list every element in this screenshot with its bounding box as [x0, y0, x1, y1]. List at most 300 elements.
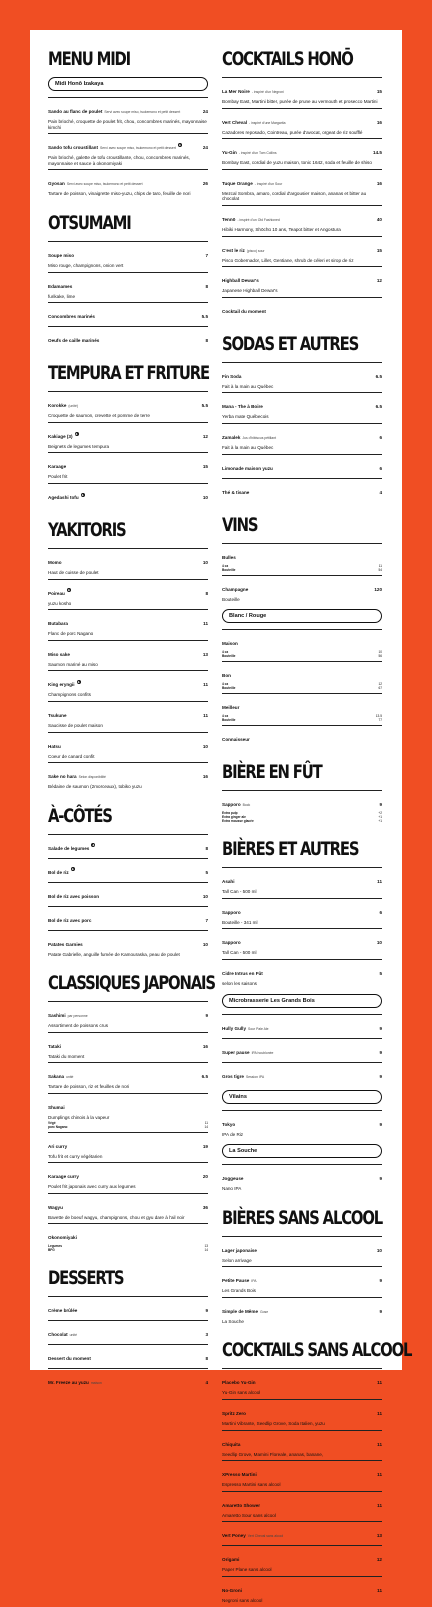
menu-item-row: [222, 80, 382, 98]
item-price: 8: [205, 283, 208, 289]
menu-item-row: [222, 481, 382, 499]
option-price: 13.5: [375, 714, 382, 719]
item-price: 4: [205, 1380, 208, 1386]
menu-section: [222, 763, 382, 826]
option-price: 54: [378, 567, 382, 572]
menu-item: [48, 1368, 208, 1392]
menu-item-heading: [222, 1433, 240, 1451]
menu-item-row: [48, 673, 208, 691]
menu-item-heading: [48, 735, 61, 753]
item-price: 11: [377, 1380, 382, 1386]
menu-item-row: [48, 305, 208, 323]
menu-item-heading: [48, 1096, 65, 1114]
option-label: Extra ginger ale: [222, 815, 246, 820]
menu-item-row: [48, 136, 208, 154]
item-description: Fait à la main au Québec: [222, 383, 274, 389]
item-name: Tsukune: [48, 712, 67, 718]
item-description: Yerba mate Québecois: [222, 414, 269, 420]
item-name: Tennō: [222, 216, 236, 222]
section-title: VINS: [222, 513, 258, 536]
item-name: Sakana: [48, 1074, 65, 1080]
item-price: 16: [376, 119, 382, 125]
menu-item: [48, 483, 208, 507]
menu-item-row: [48, 735, 208, 753]
item-name: Korokke: [48, 403, 67, 409]
item-note: par personne: [67, 1014, 88, 1019]
item-name: Edamames: [48, 283, 73, 289]
menu-item-heading: [222, 1017, 269, 1035]
menu-item-row: [48, 1226, 208, 1244]
menu-item-heading: [222, 664, 231, 682]
item-note: - inspiré d'un Sour: [254, 181, 283, 186]
item-price: 16: [202, 774, 208, 780]
option-label: porc Nagano: [48, 1124, 68, 1129]
item-price: 11: [377, 1411, 382, 1417]
item-note: (unité): [68, 404, 79, 409]
item-description: Bombay East, cordial de yuzu maison, tonic 1642, soda et feuille de shiso: [222, 160, 372, 166]
item-note: - inspiré d'un Old Fashioned: [237, 217, 280, 222]
menu-item: [48, 1320, 208, 1344]
menu-item-row: [48, 1323, 208, 1341]
menu-item-row: [222, 1017, 382, 1035]
item-description: Martini Vibrante, Seedlip Grove, Soda Italien, yuzu: [222, 1421, 325, 1427]
item-description: Poulet frit: [48, 474, 68, 480]
item-name: Butabara: [48, 621, 68, 627]
item-price: 12: [376, 1557, 382, 1563]
menu-item: [222, 898, 382, 929]
item-price: 9: [379, 1121, 382, 1127]
item-name: Bon: [222, 673, 231, 679]
section-title: TEMPURA ET FRITURE: [48, 362, 209, 385]
menu-item: [222, 1164, 382, 1195]
item-price: 13: [376, 1533, 382, 1539]
menu-item: [48, 169, 208, 200]
item-name: Super pause: [222, 1049, 250, 1055]
menu-item: [222, 725, 382, 749]
item-name: Vert Cheval: [222, 119, 248, 125]
menu-item-row: [48, 275, 208, 293]
menu-item-row: [48, 394, 208, 412]
menu-item: [222, 1297, 382, 1328]
menu-item-row: [48, 861, 208, 879]
item-price: 6.5: [375, 404, 382, 410]
menu-item: [48, 302, 208, 326]
menu-item-row: [222, 1113, 382, 1131]
item-note: Gose: [260, 1309, 269, 1314]
menu-item-heading: [222, 1524, 283, 1542]
menu-item: [48, 133, 208, 169]
item-name: Tataki: [48, 1043, 61, 1049]
menu-item: [48, 579, 208, 610]
menu-item-heading: [222, 1548, 239, 1566]
item-price: 9: [205, 1013, 208, 1019]
item-name: Sando tofu croustillant: [48, 145, 99, 151]
menu-item-heading: [222, 962, 263, 980]
menu-item-heading: [222, 141, 277, 159]
menu-item: [222, 454, 382, 478]
menu-item-heading: [48, 1226, 77, 1244]
item-price: 9: [379, 802, 382, 808]
menu-item-row: [222, 1065, 382, 1083]
item-option: [222, 819, 382, 823]
item-name: Zamalek: [222, 434, 241, 440]
option-price: +1: [378, 815, 382, 820]
item-description: Coeur de canard confit: [48, 753, 95, 759]
menu-item-heading: [48, 1347, 91, 1365]
section-title: COCKTAILS HONŌ: [222, 48, 353, 70]
item-name: Origami: [222, 1557, 240, 1563]
item-note: Servi avec soupe miso, tsukemono et petit dessert: [104, 110, 181, 114]
item-description: Negroni sans alcool: [222, 1598, 263, 1604]
item-note: Servi avec soupe miso, tsukemono et petit dessert: [100, 146, 176, 151]
menu-item: [222, 790, 382, 826]
item-price: 8: [205, 590, 208, 596]
item-description: selon les saisons: [222, 980, 257, 986]
item-name: Tokyo: [222, 1121, 236, 1127]
section-title: DESSERTS: [48, 1267, 124, 1290]
menu-item-row: [48, 486, 208, 504]
item-price: 11: [203, 621, 208, 627]
item-name: Tuque Orange: [222, 180, 253, 186]
item-price: 4: [379, 489, 382, 495]
menu-item-heading: [48, 1371, 102, 1389]
item-description: Flanc de porc Nagano: [48, 631, 94, 637]
menu-item: [222, 362, 382, 393]
menu-column-right: [222, 48, 412, 1604]
menu-item: [48, 882, 208, 906]
section-title: COCKTAILS SANS ALCOOL: [222, 1339, 412, 1362]
item-description: Pisco Gobernador, Lillet, Gentiane, shrub de céleri et sirop de riz: [222, 257, 354, 263]
item-note: (pisco) sour: [246, 248, 265, 253]
item-name: Champagne: [222, 586, 249, 592]
menu-item-row: [222, 208, 382, 226]
item-name: C'est le riz: [222, 247, 245, 253]
menu-item-row: [222, 546, 382, 564]
menu-item-heading: [222, 1269, 257, 1287]
item-note: Vert Cheval sans alcool: [247, 1534, 284, 1539]
menu-item-heading: [48, 1135, 67, 1153]
option-label: Legumes: [48, 1244, 62, 1249]
item-price: 6.5: [201, 1074, 208, 1080]
item-name: Soupe miso: [48, 252, 75, 258]
item-note: unité: [69, 1333, 78, 1338]
item-price: 36: [202, 1204, 208, 1210]
menu-item-row: [48, 329, 208, 347]
menu-item-heading: [222, 1239, 257, 1257]
option-price: 14: [204, 1248, 208, 1253]
menu-item-row: [222, 901, 382, 919]
section-title: YAKITORIS: [48, 518, 126, 541]
menu-section: [222, 513, 382, 750]
item-description: Saucisse de poulet maison: [48, 722, 103, 728]
menu-section: [48, 518, 208, 793]
menu-item-heading: [222, 1041, 273, 1059]
item-price: 9: [379, 1278, 382, 1284]
menu-item-heading: [48, 673, 81, 691]
menu-item-heading: [48, 837, 95, 855]
item-description: Nano IPA: [222, 1186, 242, 1192]
menu-item-heading: [222, 208, 280, 226]
item-name: Bol de riz avec poisson: [48, 893, 100, 899]
item-name: No-Groni: [222, 1588, 242, 1594]
section-title: SODAS ET AUTRES: [222, 332, 359, 355]
item-name: Simple de Même: [222, 1308, 258, 1314]
item-description: Paper Plane sans alcool: [222, 1567, 272, 1573]
option-label: Bouteille: [222, 686, 236, 691]
menu-item-row: [222, 1433, 382, 1451]
option-price: 77: [378, 718, 382, 723]
item-name: Bulles: [222, 554, 236, 560]
menu-item-heading: [48, 1165, 79, 1183]
menu-item-row: [222, 793, 382, 811]
menu-item: [48, 1296, 208, 1320]
item-price: 5.5: [201, 403, 208, 409]
menu-item-heading: [48, 551, 62, 569]
menu-section: [222, 1206, 383, 1328]
option-price: +2: [378, 811, 382, 816]
item-name: Wagyu: [48, 1204, 63, 1210]
menu-item: [48, 906, 208, 930]
subsection-pill: La Souche: [222, 1144, 382, 1158]
menu-item-heading: [48, 612, 68, 630]
menu-item-heading: [222, 481, 249, 499]
subsection-pill: Midi Honō Izakaya: [48, 77, 208, 91]
menu-section: [48, 364, 208, 507]
item-name: Mr. Freeze au yuzu: [48, 1380, 89, 1386]
menu-item: [222, 1545, 382, 1576]
menu-item-heading: [222, 546, 236, 564]
menu-item-row: [222, 962, 382, 980]
item-name: Sapporo: [222, 909, 241, 915]
section-title: À-CÔTÉS: [48, 804, 112, 827]
option-label: Extra pulp: [222, 811, 238, 816]
item-price: 14.5: [373, 150, 382, 156]
item-description: Selon arrivage: [222, 1257, 252, 1263]
item-note: Session IPA: [245, 1074, 265, 1079]
item-note: Bock: [242, 803, 251, 808]
menu-item: [48, 762, 208, 793]
menu-item-heading: [48, 1065, 73, 1083]
menu-item: [222, 236, 382, 267]
item-price: 5: [379, 970, 382, 976]
option-price: 11: [204, 1120, 208, 1125]
item-price: 10: [202, 893, 208, 899]
item-price: 12: [202, 433, 208, 439]
menu-item-heading: [48, 582, 71, 600]
item-name: Agedashi tofu: [48, 494, 79, 500]
item-option: [222, 718, 382, 722]
item-description: Espresso Martini sans alcool: [222, 1482, 281, 1488]
menu-section: [48, 50, 208, 200]
item-description: Tartare de poisson, riz et feuilles de nori: [48, 1084, 130, 1090]
menu-item-row: [48, 704, 208, 722]
menu-sheet: [30, 30, 412, 1604]
vegetarian-icon: ♣: [71, 867, 74, 872]
item-description: Dumplings chinois à la vapeur: [48, 1115, 110, 1121]
menu-item-heading: [222, 632, 238, 650]
item-note: unité: [66, 1075, 74, 1080]
item-price: 10: [376, 940, 382, 946]
item-price: 120: [374, 586, 382, 592]
menu-item: [222, 1368, 382, 1399]
menu-item-row: [48, 1004, 208, 1022]
menu-section: [48, 211, 208, 350]
option-label: Végé: [48, 1120, 56, 1125]
menu-item: [48, 1032, 208, 1063]
menu-item-row: [222, 141, 382, 159]
item-name: Gros tigre: [222, 1073, 244, 1079]
item-name: Amaretto Shower: [222, 1502, 261, 1508]
item-note: Sour Pale Ale: [248, 1026, 269, 1031]
option-label: BFG: [48, 1248, 55, 1253]
menu-item: [222, 478, 382, 502]
menu-item: [48, 272, 208, 303]
item-note: - inspiré d'un Negroni: [251, 90, 284, 94]
menu-item: [222, 266, 382, 297]
menu-item-row: [222, 1402, 382, 1420]
item-price: 10: [202, 494, 208, 500]
item-name: Kakiage (3): [48, 433, 73, 439]
menu-item: [222, 1038, 382, 1062]
item-price: 10: [376, 1247, 382, 1253]
menu-item-heading: [48, 425, 79, 443]
menu-item: [48, 1344, 208, 1368]
menu-item: [222, 1236, 382, 1267]
menu-item-heading: [222, 793, 250, 811]
item-note: Jus d'hibiscus pétillant: [242, 435, 277, 440]
item-description: Fait à la main au Québec: [222, 444, 274, 450]
menu-item-row: [222, 728, 382, 746]
item-description: yuzu kosho: [48, 600, 72, 606]
menu-item: [48, 1093, 208, 1132]
item-name: Poireau: [48, 590, 65, 596]
menu-item: [222, 959, 382, 990]
menu-item: [48, 609, 208, 640]
menu-section: [48, 1269, 208, 1392]
menu-item: [48, 1132, 208, 1163]
item-price: 10: [202, 743, 208, 749]
menu-item: [48, 1193, 208, 1224]
menu-item-heading: [48, 885, 99, 903]
menu-item-row: [48, 1299, 208, 1317]
menu-item-row: [48, 425, 208, 443]
menu-item-row: [222, 578, 382, 596]
item-price: 11: [377, 1588, 382, 1594]
item-price: 5: [205, 869, 208, 875]
vegetarian-icon: ♣: [81, 492, 84, 497]
item-description: Amaretto Sour sans alcool: [222, 1512, 276, 1518]
item-description: Patate Gabrielle, anguille fumée de Kamouraska, peau de poulet: [48, 951, 180, 957]
menu-item-row: [48, 1065, 208, 1083]
item-price: 8: [205, 1356, 208, 1362]
menu-item-row: [48, 765, 208, 783]
item-name: Connaisseur: [222, 737, 250, 743]
menu-item-row: [222, 1041, 382, 1059]
item-name: King eryngii: [48, 682, 75, 688]
menu-item-heading: [48, 1196, 63, 1214]
item-price: 15: [376, 247, 382, 253]
menu-item-heading: [222, 80, 284, 98]
item-name: Limonade maison yuzu: [222, 465, 273, 471]
menu-item-row: [222, 1463, 382, 1481]
item-name: Sando au flanc de poulet: [48, 109, 103, 114]
menu-item: [222, 138, 382, 169]
item-description: Bombay East, Martini bitter, purée de prune au vermouth et prosecco Martini: [222, 99, 378, 104]
item-name: Yu-Gin: [222, 150, 237, 156]
item-name: Thé & tisane: [222, 489, 250, 495]
menu-item-row: [222, 239, 382, 257]
item-description: Bavette de boeuf wagyu, champignons, chou et gyu dare à l'ail noir: [48, 1214, 185, 1220]
menu-item: [222, 77, 382, 108]
menu-item-heading: [222, 172, 282, 190]
menu-item-heading: [48, 765, 106, 783]
menu-item: [48, 391, 208, 422]
menu-item: [222, 693, 382, 725]
menu-item-heading: [222, 578, 248, 596]
menu-item-heading: [222, 457, 273, 475]
menu-item-row: [222, 269, 382, 287]
item-price: 13: [202, 651, 208, 657]
item-name: Maison: [222, 641, 238, 647]
menu-item-heading: [48, 1004, 88, 1022]
menu-item-row: [48, 1165, 208, 1183]
menu-item-row: [222, 426, 382, 444]
menu-item: [222, 423, 382, 454]
menu-item: [222, 928, 382, 959]
menu-item-row: [222, 664, 382, 682]
vegetarian-icon: ♣: [67, 588, 70, 593]
menu-item-heading: [48, 305, 95, 323]
item-option: [222, 686, 382, 690]
item-price: 6: [379, 465, 382, 471]
item-name: Cidre Intrus en Fût: [222, 970, 263, 976]
item-price: 3: [205, 1332, 208, 1338]
menu-item-row: [48, 643, 208, 661]
item-name: Gyosan: [48, 181, 65, 187]
section-title: BIÈRES ET AUTRES: [222, 838, 359, 861]
item-price: 16: [376, 180, 382, 186]
option-price: 10: [378, 650, 382, 655]
menu-item-heading: [222, 1494, 260, 1512]
item-price: 26: [202, 181, 208, 187]
item-name: Lager japonaise: [222, 1247, 257, 1253]
menu-item-row: [48, 837, 208, 855]
item-description: Beignets de legumes tempura: [48, 443, 110, 449]
menu-item-row: [222, 1371, 382, 1389]
item-name: Sapporo: [222, 802, 241, 808]
menu-section: [222, 332, 382, 502]
option-label: 4 oz: [222, 682, 229, 687]
option-label: 4 oz: [222, 714, 229, 719]
item-name: Dessert du moment: [48, 1356, 91, 1362]
item-name: Karaage: [48, 464, 67, 470]
menu-item-heading: [48, 275, 72, 293]
item-description: Pain brioché, galette de tofu croustillante, chou, concombres marinés, mayonnaise et sauce à okonomiyaki: [48, 155, 190, 166]
menu-item: [222, 1576, 382, 1607]
menu-item-heading: [222, 269, 259, 287]
menu-section: [222, 1339, 412, 1606]
menu-item: [222, 1521, 382, 1545]
item-description: Assortiment de poissons crus: [48, 1023, 108, 1029]
item-price: 15: [202, 464, 208, 470]
item-description: Haut de cuisse de poulet: [48, 569, 99, 575]
item-price: 19: [202, 1143, 208, 1149]
item-price: 20: [202, 1174, 208, 1180]
subsection-pill: Blanc / Rouge: [222, 609, 382, 623]
menu-item-heading: [48, 394, 78, 412]
item-name: Patates Garnies: [48, 941, 83, 947]
item-description: Poulet frit japonais avec curry aux legumes: [48, 1184, 136, 1190]
